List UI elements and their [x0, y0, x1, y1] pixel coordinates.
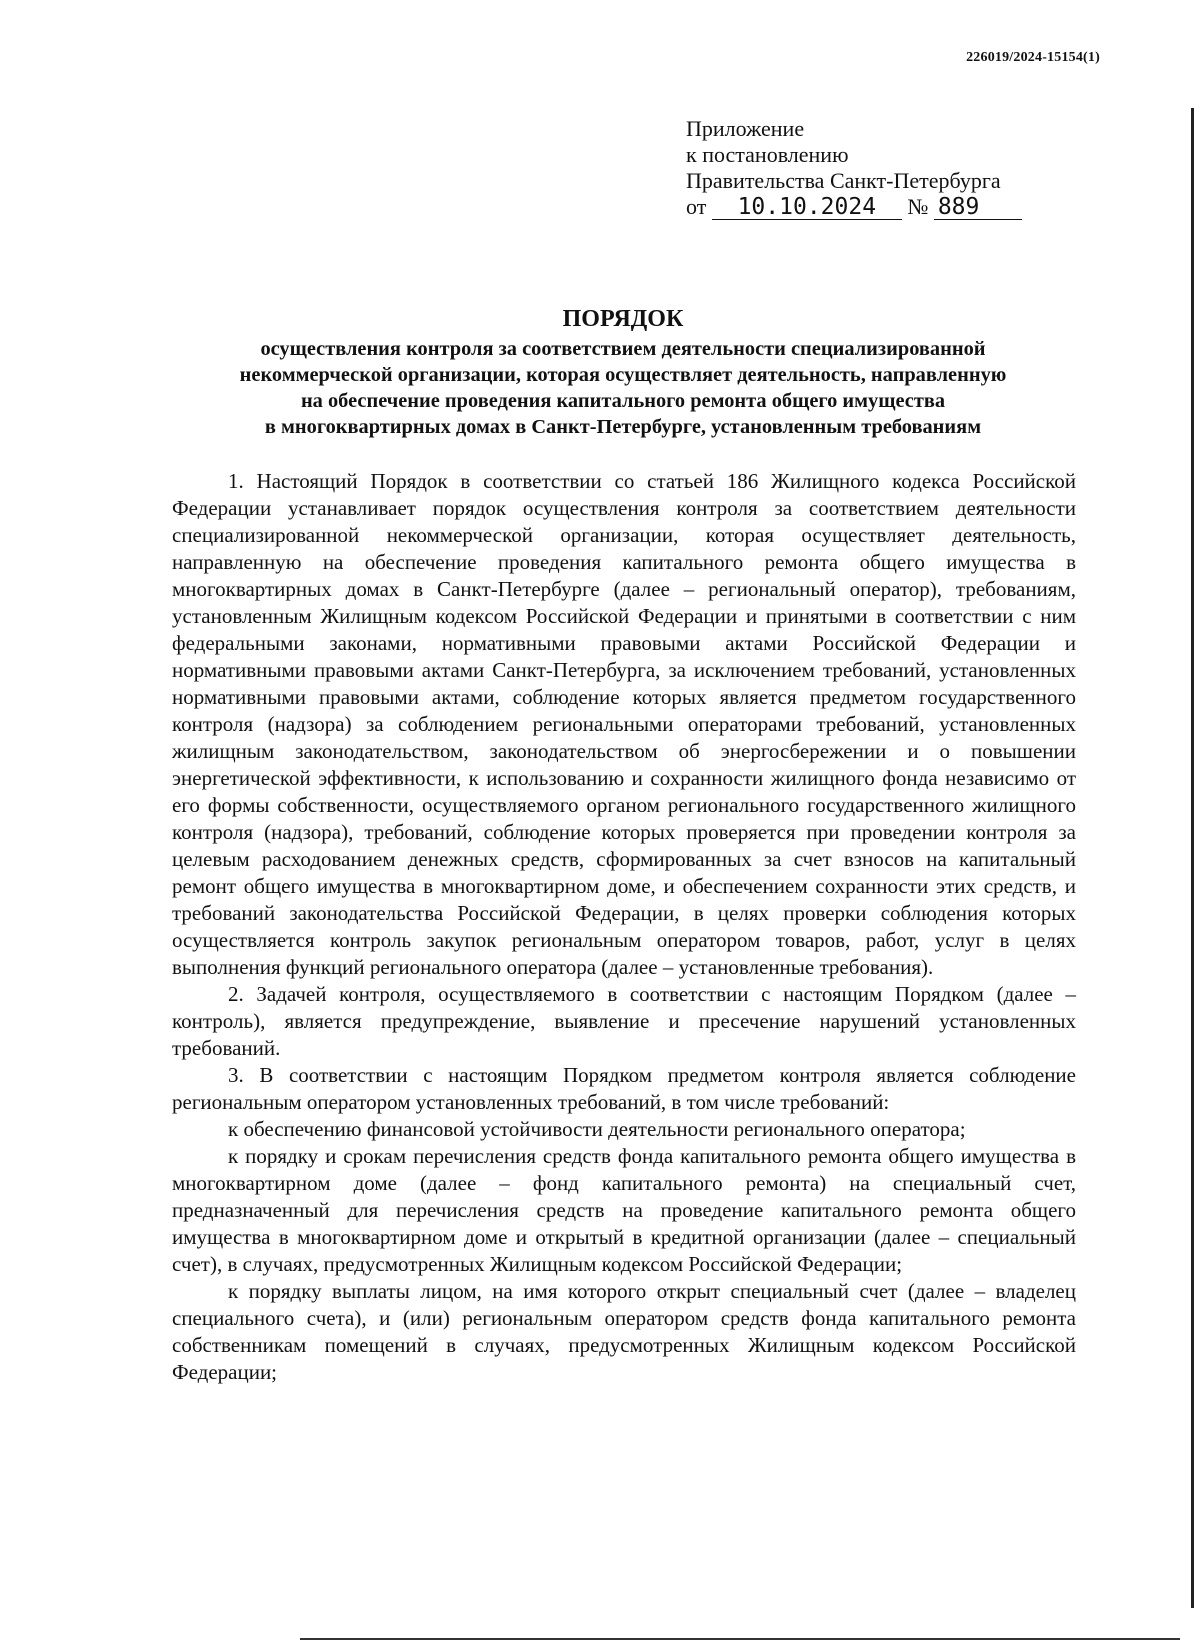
appendix-date-row — [686, 194, 1022, 220]
resolution-number: 889 — [934, 195, 1022, 220]
subtitle-line: на обеспечение проведения капитального ремонта общего имущества — [300, 390, 946, 412]
paragraph-3-item-3: к порядку выплаты лицом, на имя которого открыт специальный счет (далее – владелец специального счета), и (или) региональным оператором средств фонда капитального ремонта собственникам помещений в случаях, предусмотренных Жилищным кодексом Российской Федерации; — [172, 1279, 1076, 1384]
appendix-line-1: Приложение — [686, 116, 805, 141]
document-title: ПОРЯДОК — [562, 306, 684, 332]
number-label: № — [907, 194, 929, 219]
appendix-line-3: Правительства Санкт-Петербурга — [686, 168, 1001, 193]
subtitle-line: осуществления контроля за соответствием деятельности специализированной — [260, 338, 986, 360]
document-subtitle — [170, 336, 1076, 440]
from-label: от — [686, 194, 707, 219]
document-title-block — [170, 304, 1076, 440]
paragraph-3: 3. В соответствии с настоящим Порядком предметом контроля является соблюдение региональным оператором установленных требований, в том числе требований: — [172, 1063, 1076, 1114]
subtitle-line: некоммерческой организации, которая осуществляет деятельность, направленную — [239, 364, 1007, 386]
resolution-date: 10.10.2024 — [712, 195, 902, 220]
appendix-block — [686, 116, 1022, 220]
paragraph-3-item-1: к обеспечению финансовой устойчивости деятельности регионального оператора; — [228, 1117, 966, 1141]
document-id: 226019/2024-15154(1) — [966, 50, 1100, 65]
paragraph-2: 2. Задачей контроля, осуществляемого в соответствии с настоящим Порядком (далее – контроль), является предупреждение, выявление и пресечение нарушений установленных требований. — [172, 982, 1076, 1060]
page-edge-line — [1191, 108, 1194, 1608]
document-body — [172, 468, 1076, 1386]
paragraph-3-item-2: к порядку и срокам перечисления средств фонда капитального ремонта общего имущества в многоквартирном доме (далее – фонд капитального ремонта) на специальный счет, предназначенный для перечисления средств на проведение капитального ремонта общего имущества в многоквартирном доме и открытый в кредитной организации (далее – специальный счет), в случаях, предусмотренных Жилищным кодексом Российской Федерации; — [172, 1144, 1076, 1276]
subtitle-line: в многоквартирных домах в Санкт-Петербурге, установленным требованиям — [264, 416, 982, 438]
paragraph-1: 1. Настоящий Порядок в соответствии со статьей 186 Жилищного кодекса Российской Федерации устанавливает порядок осуществления контроля за соответствием деятельности специализированной некоммерческой организации, которая осуществляет деятельность, направленную на обеспечение проведения капитального ремонта общего имущества в многоквартирных домах в Санкт-Петербурге (далее – региональный оператор), требованиям, установленным Жилищным кодексом Российской Федерации и принятыми в соответствии с ним федеральными законами, нормативными правовыми актами Российской Федерации и нормативными правовыми актами Санкт-Петербурга, за исключением требований, установленных нормативными правовыми актами, соблюдение которых является предметом государственного контроля (надзора) за соблюдением региональными операторами требований, установленных жилищным законодательством, законодательством об энергосбережении и о повышении энергетической эффективности, к использованию и сохранности жилищного фонда независимо от его формы собственности, осуществляемого органом регионального государственного жилищного контроля (надзора), требований, соблюдение которых проверяется при проведении контроля за целевым расходованием денежных средств, сформированных за счет взносов на капитальный ремонт общего имущества в многоквартирном доме, и обеспечением сохранности этих средств, и требований законодательства Российской Федерации, в целях проверки соблюдения которых осуществляется контроль закупок региональным оператором товаров, работ, услуг в целях выполнения функций регионального оператора (далее – установленные требования). — [172, 469, 1076, 979]
appendix-line-2: к постановлению — [686, 142, 849, 167]
